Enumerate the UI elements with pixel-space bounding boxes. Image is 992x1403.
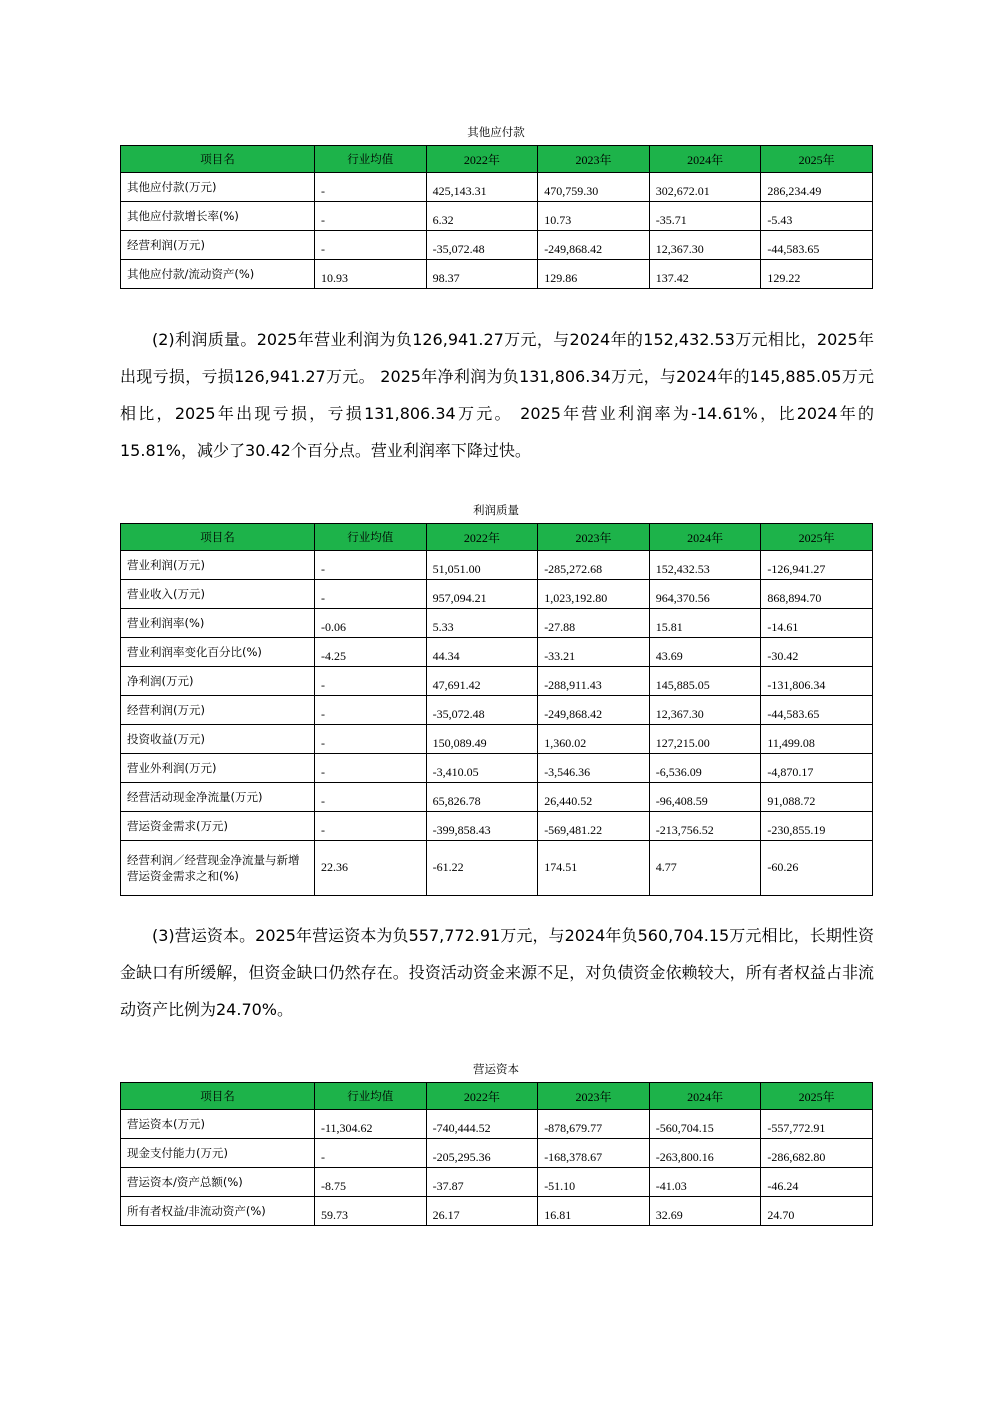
table-cell: -41.03 <box>649 1168 761 1197</box>
table-cell: 5.33 <box>426 609 538 638</box>
table-cell: - <box>315 551 427 580</box>
table-row <box>121 696 873 725</box>
column-header: 2025年 <box>761 1083 873 1110</box>
table-cell: -557,772.91 <box>761 1110 873 1139</box>
table-cell: -44,583.65 <box>761 696 873 725</box>
table-cell: 150,089.49 <box>426 725 538 754</box>
column-header: 2022年 <box>426 1083 538 1110</box>
table-cell: -35,072.48 <box>426 696 538 725</box>
row-label: 营运资本(万元) <box>121 1110 315 1139</box>
table-cell: -213,756.52 <box>649 812 761 841</box>
table-cell: -168,378.67 <box>538 1139 650 1168</box>
table-cell: -37.87 <box>426 1168 538 1197</box>
table-cell: 425,143.31 <box>426 173 538 202</box>
column-header: 项目名 <box>121 524 315 551</box>
table-cell: -131,806.34 <box>761 667 873 696</box>
table-row <box>121 812 873 841</box>
table-row <box>121 841 873 896</box>
column-header: 2024年 <box>649 524 761 551</box>
row-label: 经营利润(万元) <box>121 231 315 260</box>
column-header: 2024年 <box>649 1083 761 1110</box>
table-cell: -249,868.42 <box>538 696 650 725</box>
table-cell: 15.81 <box>649 609 761 638</box>
table-cell: -35.71 <box>649 202 761 231</box>
table-cell: 302,672.01 <box>649 173 761 202</box>
table-row <box>121 609 873 638</box>
table-cell: -285,272.68 <box>538 551 650 580</box>
column-header: 2023年 <box>538 1083 650 1110</box>
column-header: 2025年 <box>761 146 873 173</box>
table-cell: - <box>315 754 427 783</box>
row-label: 其他应付款/流动资产(%) <box>121 260 315 289</box>
table-row <box>121 260 873 289</box>
table-cell: -263,800.16 <box>649 1139 761 1168</box>
table-cell: 10.73 <box>538 202 650 231</box>
table-cell: 174.51 <box>538 841 650 896</box>
table-cell: -230,855.19 <box>761 812 873 841</box>
table-cell: -51.10 <box>538 1168 650 1197</box>
row-label: 净利润(万元) <box>121 667 315 696</box>
row-label: 其他应付款(万元) <box>121 173 315 202</box>
table-cell: -46.24 <box>761 1168 873 1197</box>
row-label: 现金支付能力(万元) <box>121 1139 315 1168</box>
table-cell: 91,088.72 <box>761 783 873 812</box>
table-cell: 65,826.78 <box>426 783 538 812</box>
table-cell: -399,858.43 <box>426 812 538 841</box>
table-cell: -30.42 <box>761 638 873 667</box>
table-cell: 26.17 <box>426 1197 538 1226</box>
table-cell: 1,023,192.80 <box>538 580 650 609</box>
table-cell: -126,941.27 <box>761 551 873 580</box>
table-row <box>121 231 873 260</box>
table-cell: 6.32 <box>426 202 538 231</box>
table-row <box>121 551 873 580</box>
table-row <box>121 667 873 696</box>
table-cell: -27.88 <box>538 609 650 638</box>
table-cell: 470,759.30 <box>538 173 650 202</box>
table-cell: 964,370.56 <box>649 580 761 609</box>
table-cell: -0.06 <box>315 609 427 638</box>
table-cell: 12,367.30 <box>649 696 761 725</box>
row-label: 其他应付款增长率(%) <box>121 202 315 231</box>
table-cell: 16.81 <box>538 1197 650 1226</box>
table-cell: 286,234.49 <box>761 173 873 202</box>
row-label: 营业利润率变化百分比(%) <box>121 638 315 667</box>
table-cell: 152,432.53 <box>649 551 761 580</box>
table-cell: -4.25 <box>315 638 427 667</box>
working-capital-table <box>120 1082 873 1226</box>
table-row <box>121 173 873 202</box>
row-label: 经营利润／经营现金净流量与新增营运资金需求之和(%) <box>121 841 315 896</box>
table-cell: -288,911.43 <box>538 667 650 696</box>
table-cell: -61.22 <box>426 841 538 896</box>
table-cell: 129.86 <box>538 260 650 289</box>
column-header: 项目名 <box>121 146 315 173</box>
table-cell: -3,546.36 <box>538 754 650 783</box>
table-cell: 22.36 <box>315 841 427 896</box>
column-header: 2023年 <box>538 524 650 551</box>
table-cell: 47,691.42 <box>426 667 538 696</box>
table-cell: - <box>315 173 427 202</box>
table-cell: 137.42 <box>649 260 761 289</box>
table-cell: 4.77 <box>649 841 761 896</box>
table-cell: -560,704.15 <box>649 1110 761 1139</box>
table-cell: 32.69 <box>649 1197 761 1226</box>
table-cell: - <box>315 696 427 725</box>
table-cell: - <box>315 783 427 812</box>
table-cell: -33.21 <box>538 638 650 667</box>
table-cell: -44,583.65 <box>761 231 873 260</box>
table-cell: 11,499.08 <box>761 725 873 754</box>
table-row <box>121 580 873 609</box>
table-row <box>121 754 873 783</box>
table-cell: -35,072.48 <box>426 231 538 260</box>
table-cell: - <box>315 812 427 841</box>
column-header: 2025年 <box>761 524 873 551</box>
table-cell: 10.93 <box>315 260 427 289</box>
table-cell: 59.73 <box>315 1197 427 1226</box>
table-cell: -205,295.36 <box>426 1139 538 1168</box>
table-cell: 44.34 <box>426 638 538 667</box>
table-header-row <box>121 1083 873 1110</box>
table-cell: -8.75 <box>315 1168 427 1197</box>
table-cell: 129.22 <box>761 260 873 289</box>
table-cell: - <box>315 231 427 260</box>
table-cell: -249,868.42 <box>538 231 650 260</box>
row-label: 营业外利润(万元) <box>121 754 315 783</box>
column-header: 2024年 <box>649 146 761 173</box>
other-payables-table <box>120 145 873 289</box>
row-label: 营业利润率(%) <box>121 609 315 638</box>
row-label: 投资收益(万元) <box>121 725 315 754</box>
column-header: 2022年 <box>426 146 538 173</box>
table-cell: -5.43 <box>761 202 873 231</box>
column-header: 行业均值 <box>315 524 427 551</box>
table-cell: 26,440.52 <box>538 783 650 812</box>
table-cell: - <box>315 580 427 609</box>
table-header-row <box>121 524 873 551</box>
table-row <box>121 725 873 754</box>
column-header: 项目名 <box>121 1083 315 1110</box>
table-caption-profit-quality: 利润质量 <box>473 503 519 517</box>
table-cell: 51,051.00 <box>426 551 538 580</box>
table-cell: 868,894.70 <box>761 580 873 609</box>
table-cell: - <box>315 202 427 231</box>
table-cell: - <box>315 667 427 696</box>
column-header: 2023年 <box>538 146 650 173</box>
row-label: 所有者权益/非流动资产(%) <box>121 1197 315 1226</box>
table-row <box>121 1110 873 1139</box>
table-cell: 24.70 <box>761 1197 873 1226</box>
table-cell: 98.37 <box>426 260 538 289</box>
table-cell: -569,481.22 <box>538 812 650 841</box>
table-row <box>121 1168 873 1197</box>
table-caption-working-capital: 营运资本 <box>473 1062 519 1076</box>
table-cell: 1,360.02 <box>538 725 650 754</box>
table-cell: -6,536.09 <box>649 754 761 783</box>
table-cell: 145,885.05 <box>649 667 761 696</box>
row-label: 营运资本/资产总额(%) <box>121 1168 315 1197</box>
table-cell: 12,367.30 <box>649 231 761 260</box>
column-header: 2022年 <box>426 524 538 551</box>
table-cell: - <box>315 1139 427 1168</box>
table-header-row <box>121 146 873 173</box>
profit-quality-table <box>120 523 873 896</box>
table-row <box>121 638 873 667</box>
table-cell: -4,870.17 <box>761 754 873 783</box>
column-header: 行业均值 <box>315 146 427 173</box>
table-cell: -740,444.52 <box>426 1110 538 1139</box>
table-row <box>121 202 873 231</box>
table-cell: 957,094.21 <box>426 580 538 609</box>
table-row <box>121 1197 873 1226</box>
table-cell: 127,215.00 <box>649 725 761 754</box>
row-label: 营业收入(万元) <box>121 580 315 609</box>
table-cell: -60.26 <box>761 841 873 896</box>
table-cell: -878,679.77 <box>538 1110 650 1139</box>
table-cell: -14.61 <box>761 609 873 638</box>
table-row <box>121 1139 873 1168</box>
table-cell: -96,408.59 <box>649 783 761 812</box>
table-cell: -286,682.80 <box>761 1139 873 1168</box>
table-row <box>121 783 873 812</box>
table-cell: 43.69 <box>649 638 761 667</box>
row-label: 经营利润(万元) <box>121 696 315 725</box>
table-cell: - <box>315 725 427 754</box>
row-label: 营业利润(万元) <box>121 551 315 580</box>
table-cell: -11,304.62 <box>315 1110 427 1139</box>
row-label: 营运资金需求(万元) <box>121 812 315 841</box>
column-header: 行业均值 <box>315 1083 427 1110</box>
working-capital-paragraph: (3)营运资本。2025年营运资本为负557,772.91万元，与2024年负560,704.15万元相比，长期性资金缺口有所缓解，但资金缺口仍然存在。投资活动资金来源不足，对负债资金依赖较大，所有者权益占非流动资产比例为24.70%。 <box>120 926 874 1019</box>
table-caption-other-payables: 其他应付款 <box>467 125 525 139</box>
table-cell: -3,410.05 <box>426 754 538 783</box>
row-label: 经营活动现金净流量(万元) <box>121 783 315 812</box>
profit-quality-paragraph: (2)利润质量。2025年营业利润为负126,941.27万元，与2024年的152,432.53万元相比，2025年出现亏损，亏损126,941.27万元。 2025年净利润为负131,806.34万元，与2024年的145,885.05万元相比，2025年出现亏损，亏损131,806.34万元。 2025年营业利润率为-14.61%，比2024年的15.81%，减少了30.42个百分点。营业利润率下降过快。 <box>120 330 874 460</box>
